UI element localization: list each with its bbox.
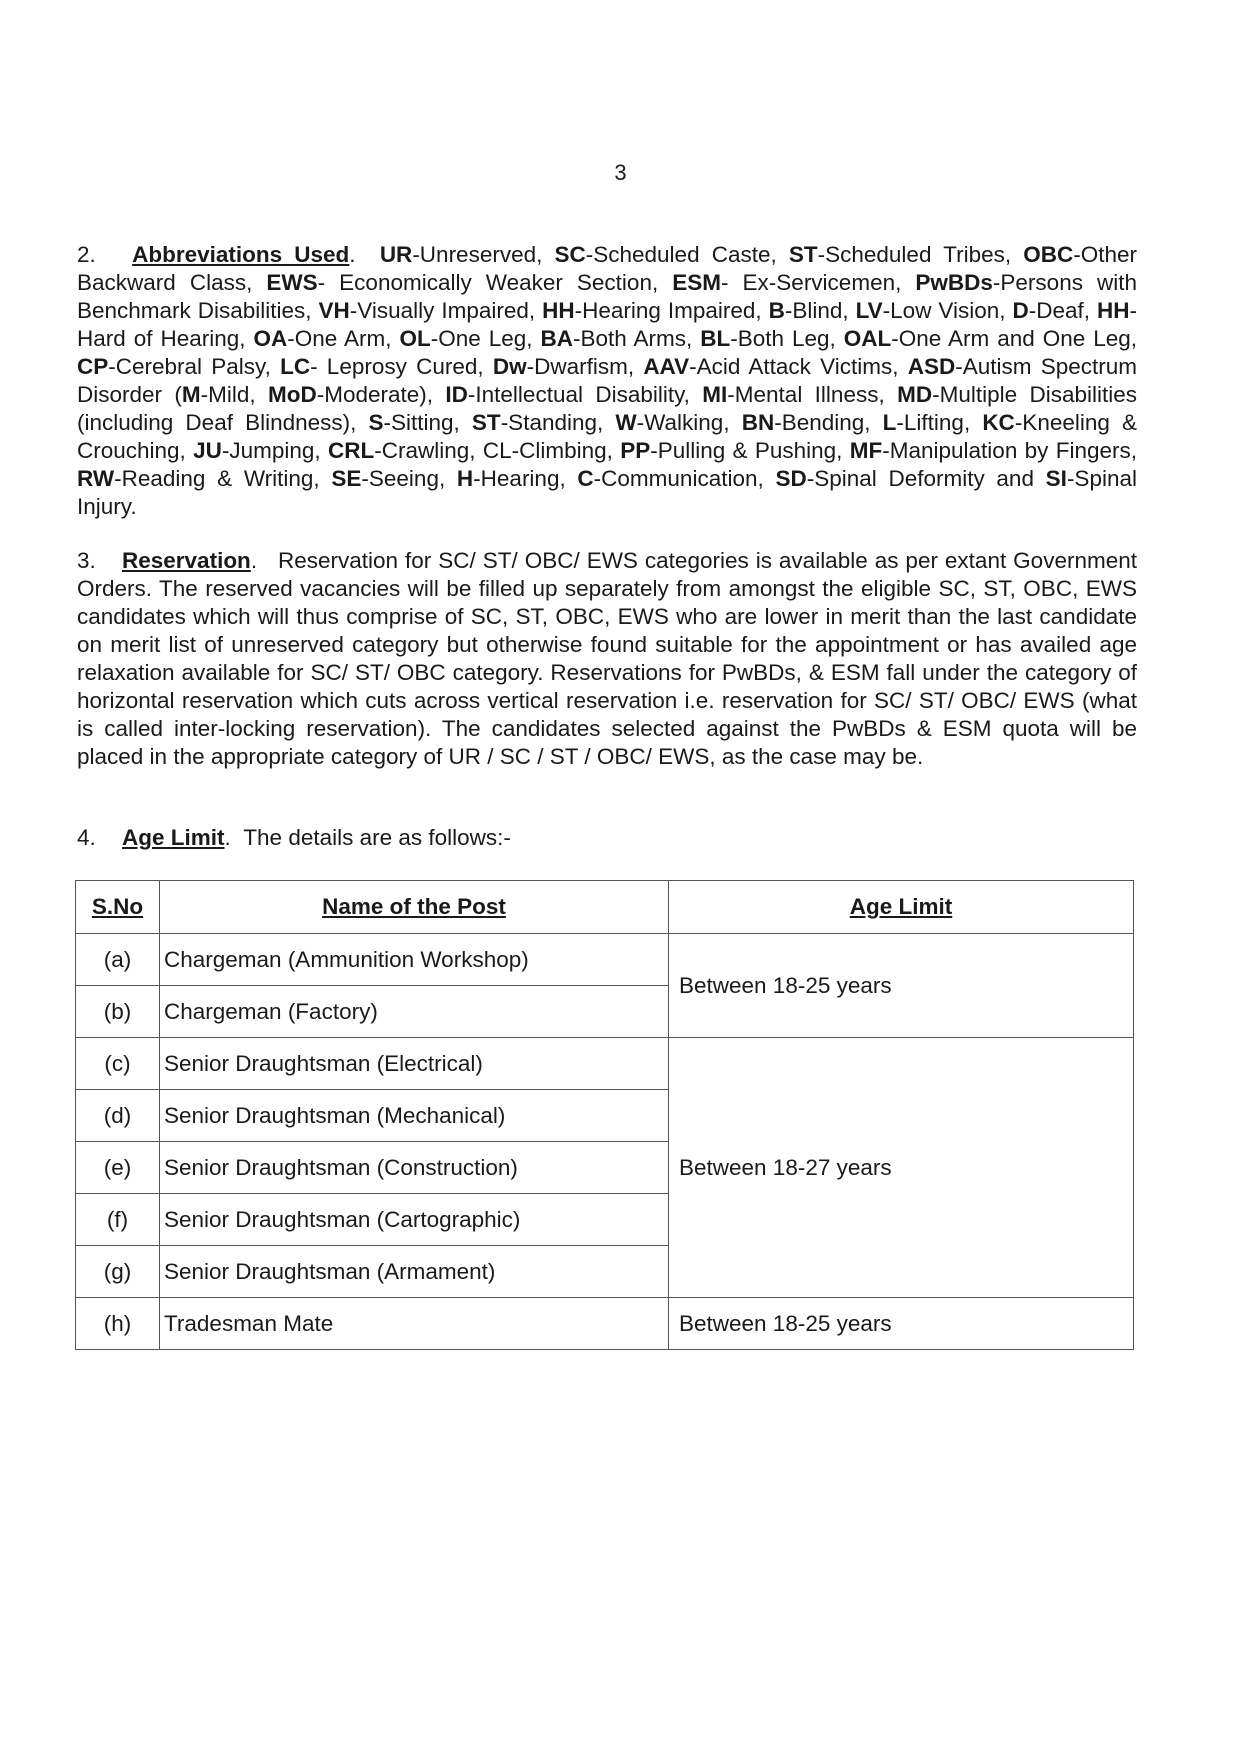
abbreviation-definition: -Autism Spectrum Disorder ( bbox=[77, 354, 1137, 407]
abbreviation-term: ASD bbox=[907, 354, 956, 379]
abbreviation-term: D bbox=[1012, 298, 1029, 323]
abbreviation-term: ST bbox=[471, 410, 501, 435]
abbreviation-term: PwBDs bbox=[915, 270, 993, 295]
cell-post-name: Senior Draughtsman (Mechanical) bbox=[160, 1090, 669, 1142]
abbreviation-term: EWS bbox=[266, 270, 318, 295]
section-heading: Age Limit bbox=[122, 825, 225, 850]
abbreviation-definition: -Both Arms, bbox=[572, 326, 701, 351]
header-sno: S.No bbox=[76, 881, 160, 934]
cell-sno: (d) bbox=[76, 1090, 160, 1142]
abbreviation-definition: -Blind, bbox=[784, 298, 856, 323]
abbreviation-term: BA bbox=[540, 326, 573, 351]
abbreviation-definition: -Hard of Hearing, bbox=[77, 298, 1137, 351]
cell-sno: (c) bbox=[76, 1038, 160, 1090]
abbreviation-definition: -One Arm and One Leg, bbox=[891, 326, 1137, 351]
cell-sno: (b) bbox=[76, 986, 160, 1038]
abbreviation-term: PP bbox=[620, 438, 651, 463]
abbreviation-term: OAL bbox=[843, 326, 892, 351]
abbreviation-term: OA bbox=[253, 326, 288, 351]
cell-post-name: Tradesman Mate bbox=[160, 1298, 669, 1350]
abbreviation-term: BL bbox=[700, 326, 731, 351]
abbreviation-term: VH bbox=[318, 298, 350, 323]
cell-age-limit: Between 18-25 years bbox=[669, 1298, 1134, 1350]
page-number: 3 bbox=[614, 160, 627, 185]
abbreviation-term: SC bbox=[554, 242, 586, 267]
abbreviation-definition: -Manipulation by Fingers, bbox=[882, 438, 1137, 463]
cell-post-name: Senior Draughtsman (Construction) bbox=[160, 1142, 669, 1194]
abbreviation-term: ESM bbox=[672, 270, 722, 295]
abbreviation-term: L bbox=[882, 410, 897, 435]
cell-post-name: Chargeman (Ammunition Workshop) bbox=[160, 934, 669, 986]
abbreviation-term: C bbox=[577, 466, 594, 491]
cell-sno: (g) bbox=[76, 1246, 160, 1298]
section-heading: Abbreviations Used bbox=[132, 242, 350, 267]
abbreviation-definition: -Visually Impaired, bbox=[349, 298, 543, 323]
table-header-row bbox=[76, 881, 1134, 934]
abbreviation-definition: -Standing, bbox=[500, 410, 616, 435]
section-abbreviations: 2. Abbreviations Used. UR-Unreserved, SC-Scheduled Caste, ST-Scheduled Tribes, OBC-Other Backward Class, EWS- Economically Weaker Section, ESM- Ex-Servicemen, PwBDs-Persons with Benchmark Disabilities, VH-Visually Impaired, HH-Hearing Impaired, B-Blind, LV-Low Vision, D-Deaf, HH-Hard of Hearing, OA-One Arm, OL-One Leg, BA-Both Arms, BL-Both Leg, OAL-One Arm and One Leg, CP-Cerebral Palsy, LC- Leprosy Cured, Dw-Dwarfism, AAV-Acid Attack Victims, ASD-Autism Spectrum Disorder (M-Mild, MoD-Moderate), ID-Intellectual Disability, MI-Mental Illness, MD-Multiple Disabilities (including Deaf Blindness), S-Sitting, ST-Standing, W-Walking, BN-Bending, L-Lifting, KC-Kneeling & Crouching, JU-Jumping, CRL-Crawling, CL-Climbing, PP-Pulling & Pushing, MF-Manipulation by Fingers, RW-Reading & Writing, SE-Seeing, H-Hearing, C-Communication, SD-Spinal Deformity and SI-Spinal Injury. bbox=[77, 242, 1138, 519]
abbreviation-definition: -One Arm, bbox=[287, 326, 400, 351]
abbreviation-term: ID bbox=[445, 382, 468, 407]
abbreviation-term: OBC bbox=[1023, 242, 1074, 267]
abbreviation-definition: -Acid Attack Victims, bbox=[689, 354, 908, 379]
abbreviation-term: MD bbox=[897, 382, 933, 407]
table-row bbox=[76, 1298, 1134, 1350]
abbreviation-definition: -Mild, bbox=[200, 382, 268, 407]
cell-sno: (f) bbox=[76, 1194, 160, 1246]
abbreviation-definition: -Bending, bbox=[774, 410, 883, 435]
abbreviation-term: B bbox=[768, 298, 785, 323]
section-age-limit: 4. Age Limit. The details are as follows:- bbox=[77, 825, 511, 850]
abbreviation-definition: -Spinal Injury. bbox=[77, 466, 1137, 519]
abbreviation-definition: -Spinal Deformity and bbox=[806, 466, 1046, 491]
abbreviation-term: SI bbox=[1045, 466, 1067, 491]
section-body: The details are as follows:- bbox=[243, 825, 511, 850]
abbreviation-term: HH bbox=[542, 298, 575, 323]
table-row bbox=[76, 934, 1134, 986]
cell-post-name: Senior Draughtsman (Cartographic) bbox=[160, 1194, 669, 1246]
abbreviation-term: Dw bbox=[492, 354, 527, 379]
abbreviation-term: JU bbox=[193, 438, 222, 463]
section-heading: Reservation bbox=[122, 548, 251, 573]
abbreviation-term: ST bbox=[788, 242, 818, 267]
cell-post-name: Senior Draughtsman (Armament) bbox=[160, 1246, 669, 1298]
abbreviation-definition: -Deaf, bbox=[1028, 298, 1097, 323]
cell-sno: (h) bbox=[76, 1298, 160, 1350]
abbreviation-definition: - Economically Weaker Section, bbox=[317, 270, 673, 295]
abbreviation-term: CP bbox=[77, 354, 109, 379]
section-number: 3. bbox=[77, 548, 96, 573]
abbreviation-term: RW bbox=[77, 466, 115, 491]
section-number: 2. bbox=[77, 242, 96, 267]
abbreviation-term: MoD bbox=[268, 382, 317, 407]
abbreviation-definition: -Multiple Disabilities (including Deaf Blindness), bbox=[77, 382, 1137, 435]
section-body: Reservation for SC/ ST/ OBC/ EWS categories is available as per extant Government Orders. The reserved vacancies will be filled up separately from amongst the eligible SC, ST, OBC, EWS candidates which will thus comprise of SC, ST, OBC, EWS who are lower in merit than the last candidate on merit list of unreserved category but otherwise found suitable for the appointment or has availed age relaxation available for SC/ ST/ OBC category. Reservations for PwBDs, & ESM fall under the category of horizontal reservation which cuts across vertical reservation i.e. reservation for SC/ ST/ OBC/ EWS (what is called inter-locking reservation). The candidates selected against the PwBDs & ESM quota will be placed in the appropriate category of UR / SC / ST / OBC/ EWS, as the case may be. bbox=[77, 548, 1137, 769]
cell-post-name: Senior Draughtsman (Electrical) bbox=[160, 1038, 669, 1090]
abbreviation-definition: -Hearing, bbox=[473, 466, 578, 491]
header-age-limit: Age Limit bbox=[669, 881, 1134, 934]
abbreviation-term: BN bbox=[741, 410, 775, 435]
section-number: 4. bbox=[77, 825, 96, 850]
abbreviation-term: UR bbox=[379, 242, 413, 267]
header-post-name: Name of the Post bbox=[160, 881, 669, 934]
abbreviation-term: S bbox=[368, 410, 384, 435]
abbreviation-definition: -Lifting, bbox=[896, 410, 983, 435]
abbreviation-definition: -Communication, bbox=[593, 466, 776, 491]
abbreviation-term: HH bbox=[1096, 298, 1130, 323]
abbreviation-definition: -Moderate), bbox=[316, 382, 446, 407]
cell-age-limit: Between 18-27 years bbox=[669, 1038, 1134, 1298]
abbreviation-definition: -Low Vision, bbox=[882, 298, 1013, 323]
abbreviation-definition: -Reading & Writing, bbox=[114, 466, 332, 491]
cell-post-name: Chargeman (Factory) bbox=[160, 986, 669, 1038]
abbreviation-definition: -Scheduled Caste, bbox=[585, 242, 789, 267]
cell-sno: (e) bbox=[76, 1142, 160, 1194]
abbreviation-term: MF bbox=[849, 438, 883, 463]
abbreviation-term: SE bbox=[331, 466, 362, 491]
cell-age-limit: Between 18-25 years bbox=[669, 934, 1134, 1038]
abbreviation-definition: -Walking, bbox=[636, 410, 742, 435]
abbreviation-term: H bbox=[456, 466, 474, 491]
abbreviation-definition: -Unreserved, bbox=[412, 242, 555, 267]
abbreviation-list bbox=[77, 242, 1137, 519]
cell-sno: (a) bbox=[76, 934, 160, 986]
abbreviation-term: AAV bbox=[643, 354, 690, 379]
abbreviation-definition: -Intellectual Disability, bbox=[467, 382, 703, 407]
abbreviation-definition: -Pulling & Pushing, bbox=[650, 438, 850, 463]
age-limit-table bbox=[75, 880, 1134, 1350]
abbreviation-definition: -Sitting, bbox=[383, 410, 472, 435]
abbreviation-term: LV bbox=[855, 298, 883, 323]
abbreviation-definition: -Jumping, bbox=[221, 438, 328, 463]
abbreviation-term: M bbox=[181, 382, 201, 407]
abbreviation-term: W bbox=[615, 410, 637, 435]
abbreviation-term: CRL bbox=[328, 438, 375, 463]
abbreviation-definition: -Cerebral Palsy, bbox=[108, 354, 281, 379]
abbreviation-definition: -Dwarfism, bbox=[526, 354, 644, 379]
abbreviation-definition: -Crawling, CL-Climbing, bbox=[374, 438, 621, 463]
abbreviation-term: SD bbox=[775, 466, 807, 491]
table-row bbox=[76, 1038, 1134, 1090]
abbreviation-definition: -Both Leg, bbox=[730, 326, 844, 351]
abbreviation-term: LC bbox=[280, 354, 311, 379]
abbreviation-definition: -One Leg, bbox=[430, 326, 541, 351]
abbreviation-term: OL bbox=[399, 326, 431, 351]
section-reservation: 3. Reservation. Reservation for SC/ ST/ OBC/ EWS categories is available as per extant Government Orders. The reserved vacancies will be filled up separately from amongst the eligible SC, ST, OBC, EWS candidates which will thus comprise of SC, ST, OBC, EWS who are lower in merit than the last candidate on merit list of unreserved category but otherwise found suitable for the appointment or has availed age relaxation available for SC/ ST/ OBC category. Reservations for PwBDs, & ESM fall under the category of horizontal reservation which cuts across vertical reservation i.e. reservation for SC/ ST/ OBC/ EWS (what is called inter-locking reservation). The candidates selected against the PwBDs & ESM quota will be placed in the appropriate category of UR / SC / ST / OBC/ EWS, as the case may be. bbox=[77, 548, 1137, 769]
abbreviation-definition: -Other Backward Class, bbox=[77, 242, 1137, 295]
abbreviation-definition: -Seeing, bbox=[361, 466, 457, 491]
abbreviation-definition: -Kneeling & Crouching, bbox=[77, 410, 1138, 463]
abbreviation-definition: -Mental Illness, bbox=[727, 382, 898, 407]
abbreviation-definition: -Scheduled Tribes, bbox=[817, 242, 1024, 267]
abbreviation-definition: - Leprosy Cured, bbox=[310, 354, 493, 379]
abbreviation-term: KC bbox=[982, 410, 1015, 435]
abbreviation-definition: - Ex-Servicemen, bbox=[721, 270, 916, 295]
abbreviation-definition: -Hearing Impaired, bbox=[574, 298, 769, 323]
abbreviation-definition: -Persons with Benchmark Disabilities, bbox=[77, 270, 1138, 323]
abbreviation-term: MI bbox=[702, 382, 728, 407]
